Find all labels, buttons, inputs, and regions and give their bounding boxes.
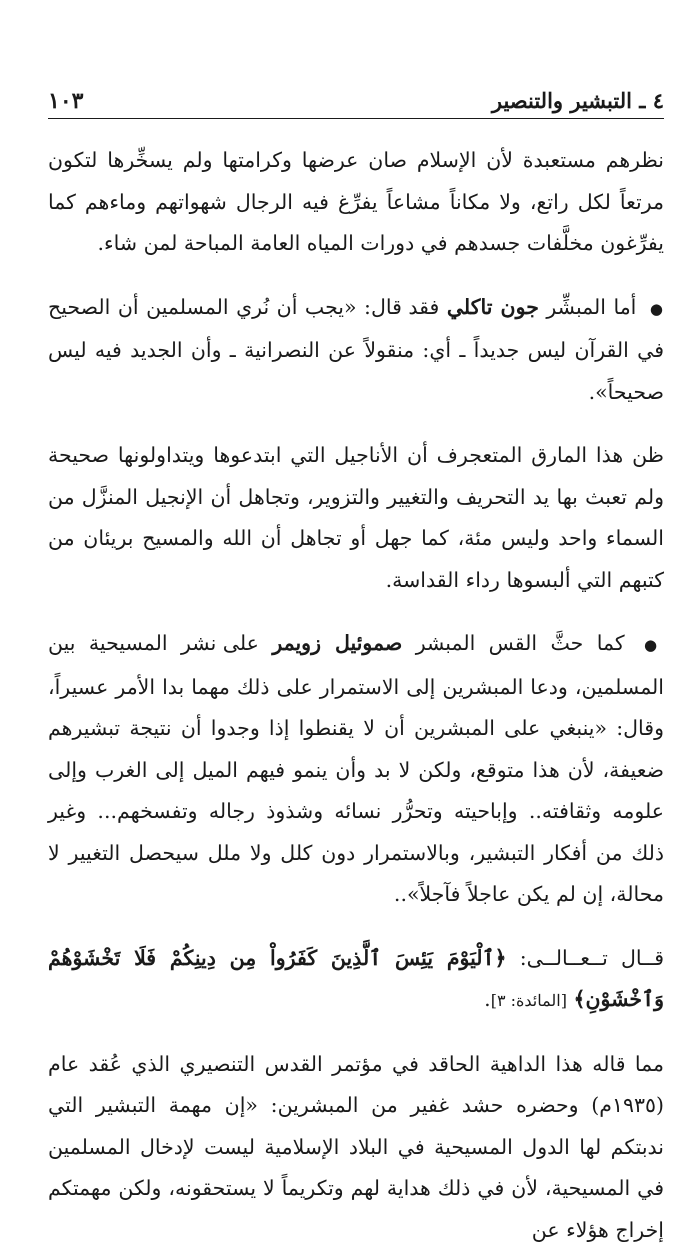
verse-end: . — [484, 987, 491, 1011]
paragraph-2-intro: أما المبشِّر — [546, 295, 636, 319]
paragraph-4-quote: على نشر المسيحية بين المسلمين، ودعا المبشرين إلى الاستمرار على ذلك مهما بدا الأمر عسيراً، وقال: «ينبغي على المبشرين أن لا يقنطوا إذا وجدوا أن نتيجة تبشيرهم ضعيفة، لأن هذا متوقع، ولكن لا بد وأن ينمو فيهم الميل إلى الغرب وإلى علومه وثقافته.. وإباحيته وتحرُّر نسائه وشذوذ رجاله وتفسخهم... وغير ذلك من أفكار التبشير، وبالاستمرار دون كلل ولا ملل سيحصل التغيير لا محالة، إن لم يكن عاجلاً فآجلاً».. — [48, 631, 664, 906]
quran-verse: ﴿ٱلْيَوْمَ يَئِسَ ٱلَّذِينَ كَفَرُواْ مِن دِينِكُمْ فَلَا تَخْشَوْهُمْ وَٱخْشَوْنِ﴾ — [48, 946, 664, 1012]
paragraph-4-intro: كما حثَّ القس المبشر — [416, 631, 625, 655]
paragraph-5 — [48, 938, 664, 1022]
running-header — [48, 84, 664, 119]
verse-intro: قــال تــعــالــى: — [520, 946, 664, 970]
book-page — [48, 0, 664, 1116]
paragraph-2 — [48, 287, 664, 414]
chapter-title: ٤ ـ التبشير والتنصير — [492, 86, 664, 118]
paragraph-3: ظن هذا المارق المتعجرف أن الأناجيل التي ابتدعوها ويتداولونها صحيحة ولم تعبث بها يد التحريف والتغيير والتزوير، وتجاهل أن الإنجيل المنزَّل من السماء واحد وليس مئة، كما جهل أو تجاهل أن الله والمسيح بريئان من كتبهم التي ألبسوها رداء القداسة. — [48, 435, 664, 601]
paragraph-1: نظرهم مستعبدة لأن الإسلام صان عرضها وكرامتها ولم يسخِّرها لتكون مرتعاً لكل راتع، ولا مكاناً مشاعاً يفرِّغ فيه الرجال شهواتهم وماءهم كما يفرِّغون مخلَّفات جسدهم في دورات المياه العامة المباحة لمن شاء. — [48, 140, 664, 265]
paragraph-4 — [48, 623, 664, 916]
bullet-icon: ● — [650, 300, 664, 318]
paragraph-6: مما قاله هذا الداهية الحاقد في مؤتمر القدس التنصيري الذي عُقد عام (١٩٣٥م) وحضره حشد غفير من المبشرين: «إن مهمة التبشير التي ندبتكم لها الدول المسيحية في البلاد الإسلامية ليست لإدخال المسلمين في المسيحية، لأن في ذلك هداية لهم وتكريماً لا يستحقونه، ولكن مهمتكم إخراج هؤلاء عن — [48, 1044, 664, 1251]
verse-reference: [المائدة: ٣] — [491, 991, 567, 1010]
paragraph-2-quote: فقد قال: «يجب أن نُري المسلمين أن الصحيح في القرآن ليس جديداً ـ أي: منقولاً عن النصرانية ـ وأن الجديد فيه ليس صحيحاً». — [48, 295, 664, 404]
page-number: ١٠٣ — [48, 86, 83, 118]
person-name: صموئيل زويمر — [272, 631, 402, 655]
bullet-icon: ● — [644, 636, 664, 654]
page-body — [48, 140, 664, 1251]
person-name: جون تاكلي — [447, 295, 539, 319]
